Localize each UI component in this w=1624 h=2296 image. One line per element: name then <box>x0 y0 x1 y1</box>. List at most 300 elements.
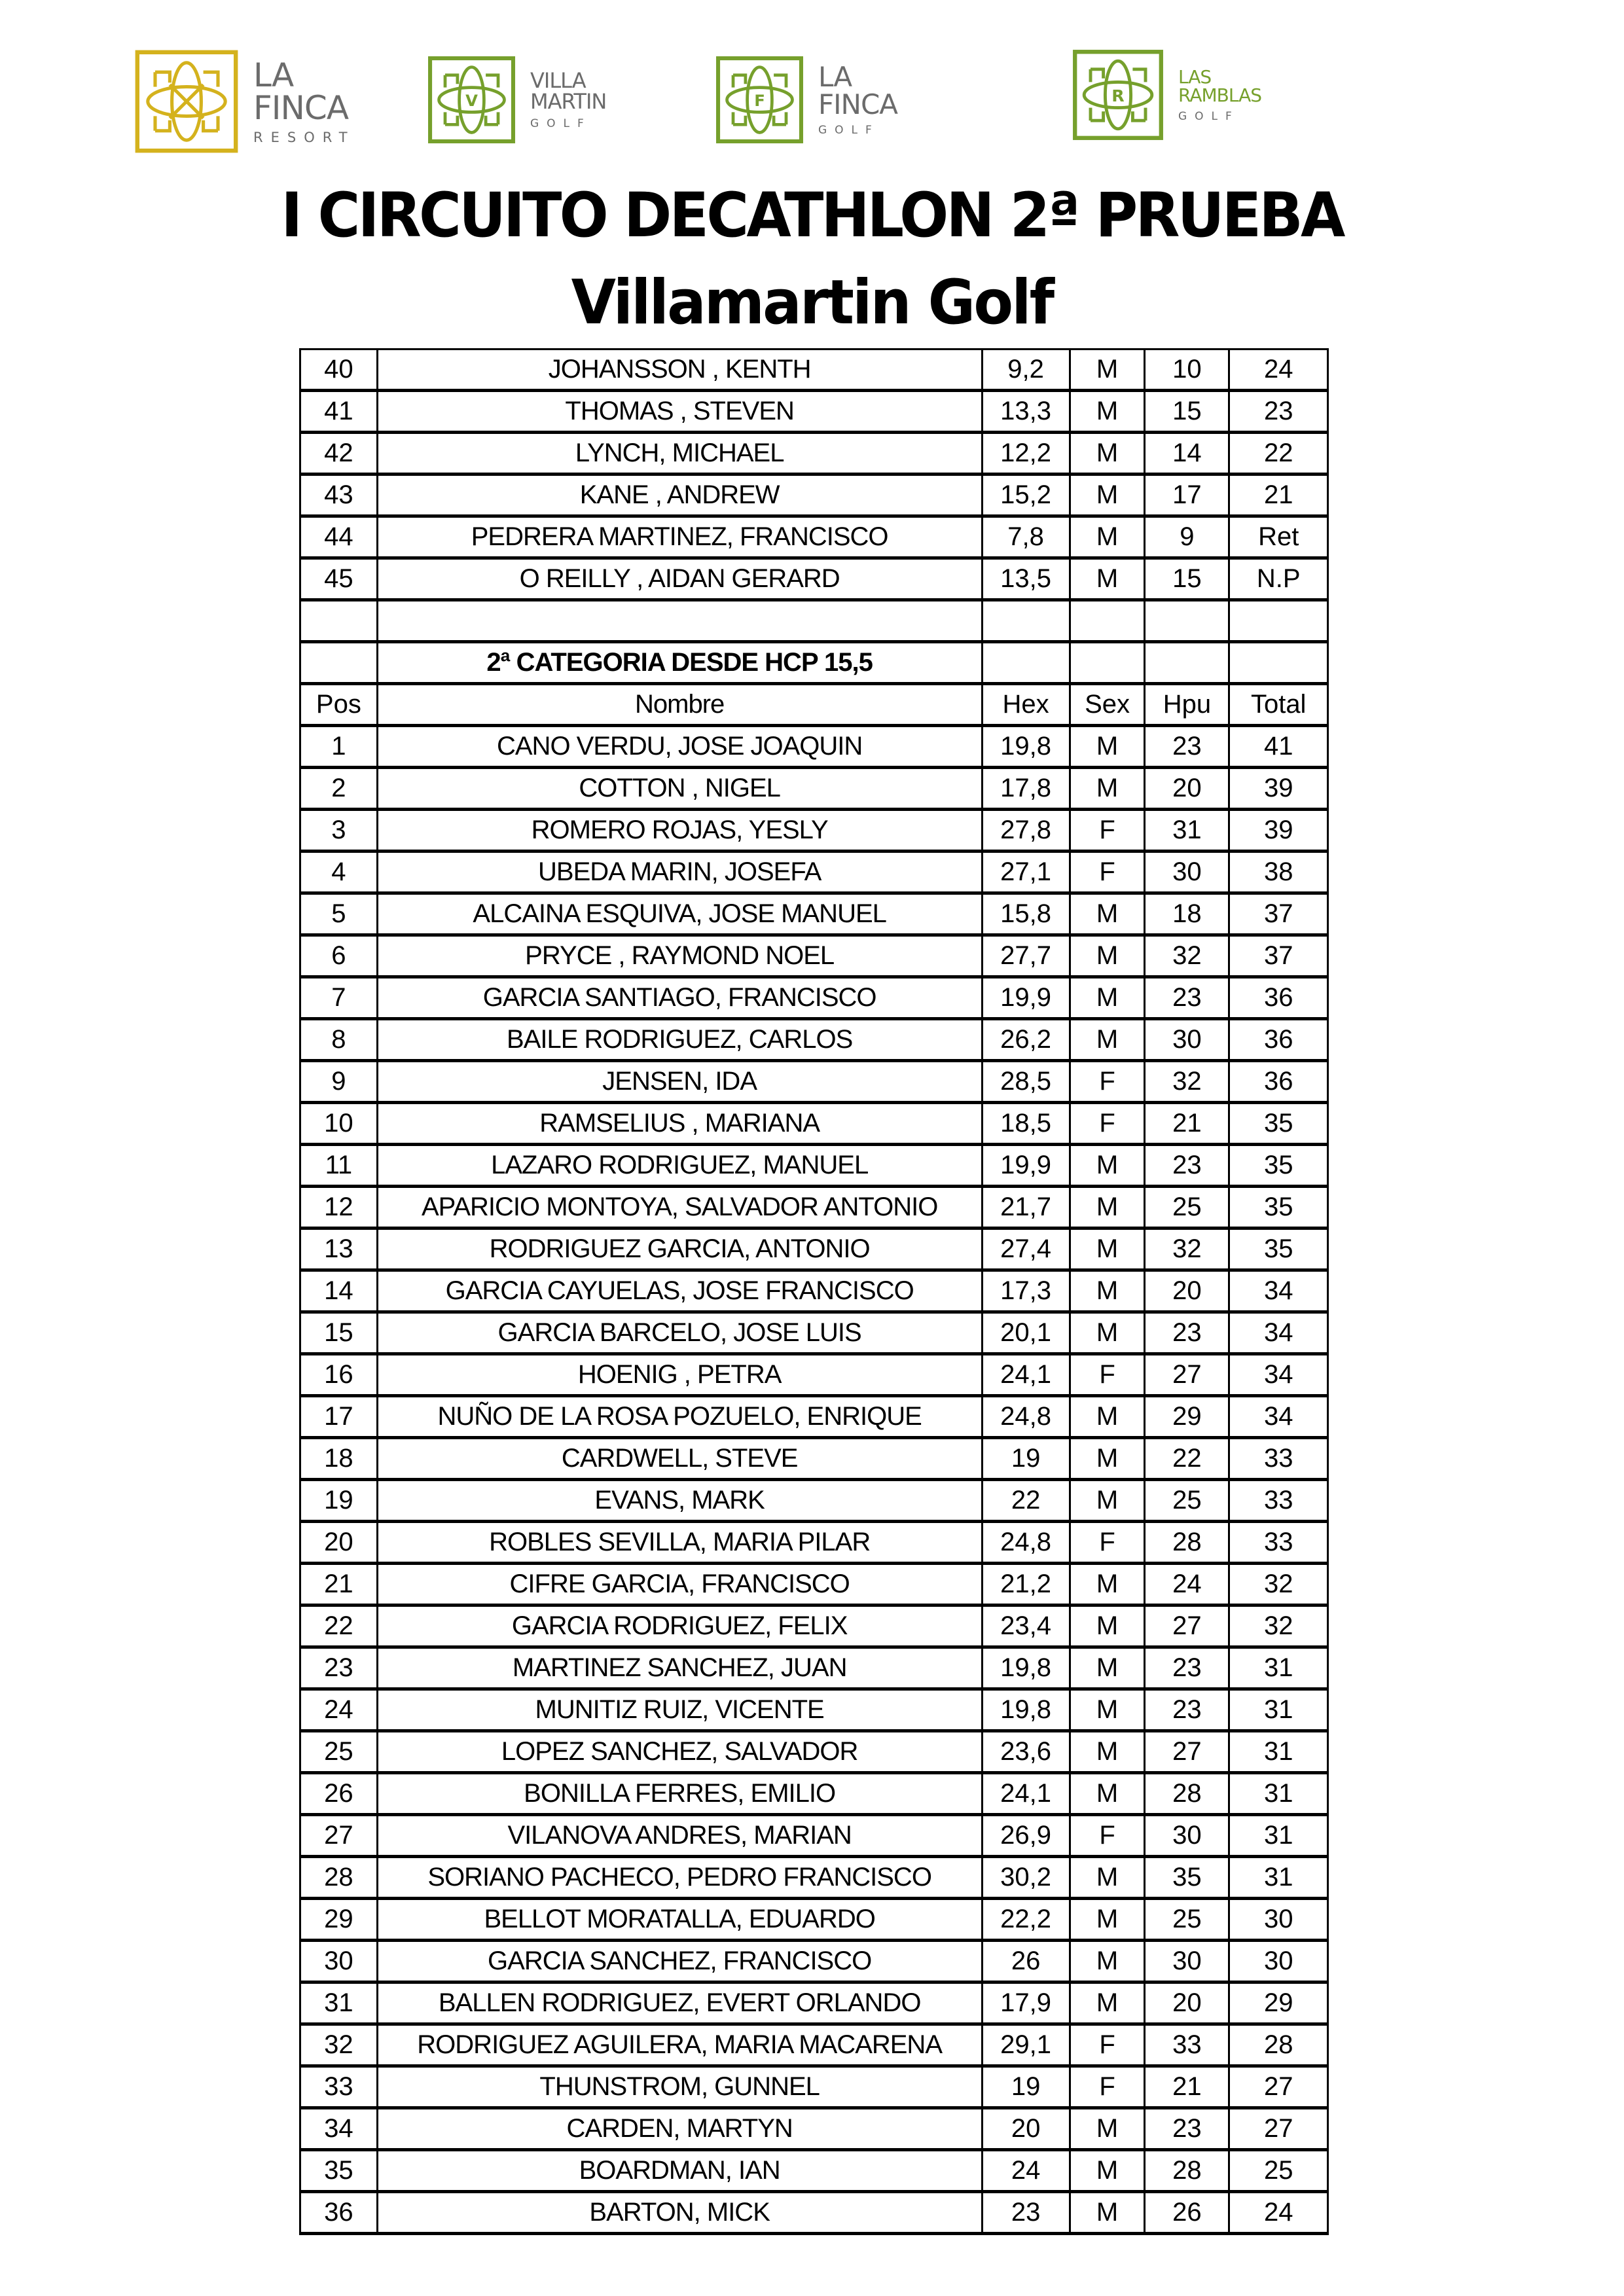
cell-total: 28 <box>1229 2024 1328 2066</box>
cell-sex: M <box>1070 1438 1145 1480</box>
cell-hpu: 27 <box>1145 1354 1229 1396</box>
cell-hpu: 21 <box>1145 1103 1229 1145</box>
cell-name: GARCIA CAYUELAS, JOSE FRANCISCO <box>377 1270 982 1312</box>
la-finca-resort-logo <box>134 49 355 154</box>
cell-pos: 12 <box>300 1187 378 1229</box>
table-row <box>300 852 1328 893</box>
cell-pos: 18 <box>300 1438 378 1480</box>
cell-pos: 9 <box>300 1061 378 1103</box>
cell-hex: 15,8 <box>982 893 1070 935</box>
logo-text-line1: LA <box>818 61 852 93</box>
cell-sex: M <box>1070 1731 1145 1773</box>
cell-hex: 27,4 <box>982 1229 1070 1270</box>
villamartin-golf-logo <box>427 56 606 144</box>
table-row <box>300 1270 1328 1312</box>
cell-hpu: 30 <box>1145 1941 1229 1982</box>
cell-hpu: 26 <box>1145 2192 1229 2234</box>
cell-sex: M <box>1070 1857 1145 1899</box>
cell-hpu: 18 <box>1145 893 1229 935</box>
column-header-row <box>300 684 1328 726</box>
cell-total: 31 <box>1229 1689 1328 1731</box>
cell-name: JENSEN, IDA <box>377 1061 982 1103</box>
cell-sex: M <box>1070 768 1145 810</box>
cell-name: LYNCH, MICHAEL <box>377 433 982 475</box>
cell-sex: M <box>1070 977 1145 1019</box>
cell-name: ALCAINA ESQUIVA, JOSE MANUEL <box>377 893 982 935</box>
cell-pos: 15 <box>300 1312 378 1354</box>
cell-hpu: 25 <box>1145 1187 1229 1229</box>
cell-hex: 26,9 <box>982 1815 1070 1857</box>
cell-hpu: 32 <box>1145 1229 1229 1270</box>
cell-sex: M <box>1070 391 1145 433</box>
cell-hpu: 25 <box>1145 1480 1229 1522</box>
table-row <box>300 726 1328 768</box>
cell-sex: F <box>1070 810 1145 852</box>
cell-total: 31 <box>1229 1647 1328 1689</box>
header-total: Total <box>1229 684 1328 726</box>
cell-sex: F <box>1070 1061 1145 1103</box>
cell-sex: M <box>1070 558 1145 600</box>
cell-sex: M <box>1070 726 1145 768</box>
cell-pos: 14 <box>300 1270 378 1312</box>
cell-hex: 19,8 <box>982 726 1070 768</box>
cell-total: 39 <box>1229 810 1328 852</box>
cell-name: VILANOVA ANDRES, MARIAN <box>377 1815 982 1857</box>
cell-name: MARTINEZ SANCHEZ, JUAN <box>377 1647 982 1689</box>
cell-sex: M <box>1070 1270 1145 1312</box>
cell-pos: 45 <box>300 558 378 600</box>
cell-pos: 8 <box>300 1019 378 1061</box>
flower-emblem-icon <box>427 56 516 144</box>
svg-text:R: R <box>1111 86 1125 105</box>
cell-pos: 25 <box>300 1731 378 1773</box>
flower-emblem-icon <box>134 49 239 154</box>
cell-sex: M <box>1070 935 1145 977</box>
cell-sex: F <box>1070 2024 1145 2066</box>
cell-total: 24 <box>1229 2192 1328 2234</box>
table-row <box>300 516 1328 558</box>
cell-name: BAILE RODRIGUEZ, CARLOS <box>377 1019 982 1061</box>
cell-hpu: 23 <box>1145 726 1229 768</box>
cell-hex: 12,2 <box>982 433 1070 475</box>
table-row <box>300 1605 1328 1647</box>
table-row <box>300 810 1328 852</box>
table-row <box>300 1731 1328 1773</box>
cell-total: 41 <box>1229 726 1328 768</box>
cell-hex: 21,7 <box>982 1187 1070 1229</box>
cell-hex: 17,9 <box>982 1982 1070 2024</box>
table-row <box>300 1187 1328 1229</box>
empty-cell <box>377 600 982 642</box>
cell-pos: 40 <box>300 350 378 391</box>
cell-hpu: 28 <box>1145 2150 1229 2192</box>
table-row <box>300 1857 1328 1899</box>
cell-hpu: 22 <box>1145 1438 1229 1480</box>
table-row <box>300 2192 1328 2234</box>
cell-name: GARCIA BARCELO, JOSE LUIS <box>377 1312 982 1354</box>
cell-sex: M <box>1070 1396 1145 1438</box>
cell-name: CANO VERDU, JOSE JOAQUIN <box>377 726 982 768</box>
cell-total: 22 <box>1229 433 1328 475</box>
cell-name: ROMERO ROJAS, YESLY <box>377 810 982 852</box>
cell-name: CIFRE GARCIA, FRANCISCO <box>377 1564 982 1605</box>
cell-name: O REILLY , AIDAN GERARD <box>377 558 982 600</box>
cell-hpu: 17 <box>1145 475 1229 516</box>
cell-total: 29 <box>1229 1982 1328 2024</box>
cell-total: 38 <box>1229 852 1328 893</box>
cell-hpu: 10 <box>1145 350 1229 391</box>
cell-pos: 10 <box>300 1103 378 1145</box>
cell-sex: F <box>1070 1354 1145 1396</box>
empty-cell <box>300 642 378 684</box>
header-hex: Hex <box>982 684 1070 726</box>
cell-total: 24 <box>1229 350 1328 391</box>
cell-pos: 27 <box>300 1815 378 1857</box>
empty-cell <box>1070 600 1145 642</box>
cell-hex: 15,2 <box>982 475 1070 516</box>
cell-name: RAMSELIUS , MARIANA <box>377 1103 982 1145</box>
cell-total: 34 <box>1229 1312 1328 1354</box>
table-row <box>300 1815 1328 1857</box>
cell-name: KANE , ANDREW <box>377 475 982 516</box>
cell-pos: 26 <box>300 1773 378 1815</box>
cell-hex: 24 <box>982 2150 1070 2192</box>
cell-hpu: 14 <box>1145 433 1229 475</box>
cell-name: SORIANO PACHECO, PEDRO FRANCISCO <box>377 1857 982 1899</box>
table-row <box>300 768 1328 810</box>
table-row <box>300 1312 1328 1354</box>
cell-sex: M <box>1070 1312 1145 1354</box>
first-category-rows <box>300 350 1328 600</box>
cell-pos: 41 <box>300 391 378 433</box>
cell-sex: M <box>1070 1605 1145 1647</box>
cell-pos: 32 <box>300 2024 378 2066</box>
cell-pos: 31 <box>300 1982 378 2024</box>
empty-cell <box>982 600 1070 642</box>
table-row <box>300 433 1328 475</box>
header-sex: Sex <box>1070 684 1145 726</box>
cell-sex: M <box>1070 1689 1145 1731</box>
cell-hex: 24,1 <box>982 1773 1070 1815</box>
cell-hex: 19,8 <box>982 1647 1070 1689</box>
table-row <box>300 1773 1328 1815</box>
cell-sex: M <box>1070 475 1145 516</box>
table-row <box>300 1941 1328 1982</box>
cell-sex: M <box>1070 1145 1145 1187</box>
table-row <box>300 558 1328 600</box>
cell-total: 36 <box>1229 977 1328 1019</box>
empty-cell <box>1229 600 1328 642</box>
cell-hpu: 32 <box>1145 935 1229 977</box>
la-finca-golf-logo <box>715 56 897 144</box>
cell-pos: 1 <box>300 726 378 768</box>
logo-text-line1: LA <box>253 56 294 94</box>
cell-total: Ret <box>1229 516 1328 558</box>
cell-sex: M <box>1070 1229 1145 1270</box>
logo-text-line2: RAMBLAS <box>1178 84 1262 106</box>
cell-name: EVANS, MARK <box>377 1480 982 1522</box>
table-row <box>300 2150 1328 2192</box>
cell-sex: M <box>1070 1773 1145 1815</box>
cell-total: 27 <box>1229 2066 1328 2108</box>
cell-sex: M <box>1070 1187 1145 1229</box>
cell-hpu: 20 <box>1145 768 1229 810</box>
table-row <box>300 475 1328 516</box>
cell-hpu: 27 <box>1145 1605 1229 1647</box>
table-row <box>300 1982 1328 2024</box>
cell-hex: 19 <box>982 2066 1070 2108</box>
cell-total: 33 <box>1229 1438 1328 1480</box>
cell-pos: 22 <box>300 1605 378 1647</box>
cell-pos: 42 <box>300 433 378 475</box>
cell-name: MUNITIZ RUIZ, VICENTE <box>377 1689 982 1731</box>
cell-hpu: 23 <box>1145 1312 1229 1354</box>
cell-pos: 20 <box>300 1522 378 1564</box>
cell-hex: 7,8 <box>982 516 1070 558</box>
table-row <box>300 2108 1328 2150</box>
table-row <box>300 1019 1328 1061</box>
cell-sex: M <box>1070 2192 1145 2234</box>
cell-sex: M <box>1070 1647 1145 1689</box>
cell-name: BALLEN RODRIGUEZ, EVERT ORLANDO <box>377 1982 982 2024</box>
table-row <box>300 1438 1328 1480</box>
cell-hpu: 20 <box>1145 1982 1229 2024</box>
sponsor-logos <box>0 46 1624 164</box>
cell-hpu: 23 <box>1145 977 1229 1019</box>
cell-hpu: 31 <box>1145 810 1229 852</box>
cell-total: 37 <box>1229 893 1328 935</box>
cell-hpu: 15 <box>1145 558 1229 600</box>
table-row <box>300 2024 1328 2066</box>
cell-pos: 11 <box>300 1145 378 1187</box>
cell-name: ROBLES SEVILLA, MARIA PILAR <box>377 1522 982 1564</box>
cell-pos: 34 <box>300 2108 378 2150</box>
cell-total: 35 <box>1229 1187 1328 1229</box>
cell-sex: M <box>1070 516 1145 558</box>
cell-hex: 23 <box>982 2192 1070 2234</box>
cell-pos: 5 <box>300 893 378 935</box>
cell-name: PRYCE , RAYMOND NOEL <box>377 935 982 977</box>
table-row <box>300 935 1328 977</box>
flower-emblem-icon <box>715 56 804 144</box>
cell-hex: 24,1 <box>982 1354 1070 1396</box>
cell-pos: 30 <box>300 1941 378 1982</box>
cell-hex: 18,5 <box>982 1103 1070 1145</box>
cell-pos: 44 <box>300 516 378 558</box>
cell-pos: 16 <box>300 1354 378 1396</box>
cell-total: 36 <box>1229 1061 1328 1103</box>
document-subtitle: Villamartin Golf <box>571 267 1053 338</box>
empty-cell <box>982 642 1070 684</box>
table-row <box>300 1689 1328 1731</box>
logo-text-line2: MARTIN <box>530 89 607 114</box>
cell-name: BELLOT MORATALLA, EDUARDO <box>377 1899 982 1941</box>
table-row <box>300 1229 1328 1270</box>
cell-hex: 30,2 <box>982 1857 1070 1899</box>
cell-hex: 17,8 <box>982 768 1070 810</box>
cell-sex: M <box>1070 893 1145 935</box>
table-row <box>300 2066 1328 2108</box>
cell-name: CARDWELL, STEVE <box>377 1438 982 1480</box>
cell-total: 35 <box>1229 1229 1328 1270</box>
cell-hex: 19,8 <box>982 1689 1070 1731</box>
cell-sex: M <box>1070 1899 1145 1941</box>
cell-total: 25 <box>1229 2150 1328 2192</box>
logo-text-line3: GOLF <box>1178 109 1240 123</box>
cell-hex: 19,9 <box>982 1145 1070 1187</box>
empty-cell <box>1229 642 1328 684</box>
cell-total: 36 <box>1229 1019 1328 1061</box>
cell-total: N.P <box>1229 558 1328 600</box>
cell-hex: 24,8 <box>982 1396 1070 1438</box>
flower-emblem-icon <box>1072 49 1164 141</box>
table-row <box>300 1061 1328 1103</box>
cell-sex: M <box>1070 2108 1145 2150</box>
table-row <box>300 893 1328 935</box>
cell-name: UBEDA MARIN, JOSEFA <box>377 852 982 893</box>
logo-text-line2: FINCA <box>818 88 898 120</box>
cell-name: RODRIGUEZ GARCIA, ANTONIO <box>377 1229 982 1270</box>
header-name: Nombre <box>377 684 982 726</box>
cell-name: CARDEN, MARTYN <box>377 2108 982 2150</box>
cell-name: NUÑO DE LA ROSA POZUELO, ENRIQUE <box>377 1396 982 1438</box>
cell-hpu: 27 <box>1145 1731 1229 1773</box>
table-row <box>300 977 1328 1019</box>
table-row <box>300 1647 1328 1689</box>
cell-total: 30 <box>1229 1899 1328 1941</box>
cell-hex: 9,2 <box>982 350 1070 391</box>
cell-total: 23 <box>1229 391 1328 433</box>
cell-hpu: 32 <box>1145 1061 1229 1103</box>
logo-text-line2: FINCA <box>253 88 349 127</box>
table-row <box>300 1564 1328 1605</box>
cell-total: 39 <box>1229 768 1328 810</box>
cell-name: COTTON , NIGEL <box>377 768 982 810</box>
cell-pos: 23 <box>300 1647 378 1689</box>
table-row <box>300 1145 1328 1187</box>
cell-sex: M <box>1070 1564 1145 1605</box>
cell-hpu: 28 <box>1145 1522 1229 1564</box>
cell-hpu: 23 <box>1145 1689 1229 1731</box>
cell-sex: M <box>1070 433 1145 475</box>
cell-hex: 20,1 <box>982 1312 1070 1354</box>
cell-pos: 35 <box>300 2150 378 2192</box>
table-row <box>300 1354 1328 1396</box>
table-row <box>300 1103 1328 1145</box>
logo-text-line1: LAS <box>1178 65 1212 88</box>
cell-hex: 21,2 <box>982 1564 1070 1605</box>
cell-hpu: 25 <box>1145 1899 1229 1941</box>
cell-hpu: 23 <box>1145 1647 1229 1689</box>
svg-text:F: F <box>754 90 765 110</box>
cell-name: BONILLA FERRES, EMILIO <box>377 1773 982 1815</box>
cell-pos: 29 <box>300 1899 378 1941</box>
cell-total: 34 <box>1229 1396 1328 1438</box>
category-separator <box>300 600 1328 726</box>
empty-cell <box>300 600 378 642</box>
cell-total: 30 <box>1229 1941 1328 1982</box>
table-row <box>300 1396 1328 1438</box>
cell-name: GARCIA RODRIGUEZ, FELIX <box>377 1605 982 1647</box>
cell-total: 31 <box>1229 1815 1328 1857</box>
cell-hex: 20 <box>982 2108 1070 2150</box>
cell-hex: 28,5 <box>982 1061 1070 1103</box>
cell-hex: 19,9 <box>982 977 1070 1019</box>
cell-pos: 28 <box>300 1857 378 1899</box>
cell-total: 35 <box>1229 1145 1328 1187</box>
results-table <box>299 348 1329 2235</box>
document-title: I CIRCUITO DECATHLON 2ª PRUEBA <box>281 180 1343 251</box>
las-ramblas-golf-logo <box>1072 49 1261 141</box>
table-row <box>300 1899 1328 1941</box>
cell-hex: 29,1 <box>982 2024 1070 2066</box>
header-hpu: Hpu <box>1145 684 1229 726</box>
cell-pos: 4 <box>300 852 378 893</box>
cell-hpu: 24 <box>1145 1564 1229 1605</box>
empty-cell <box>1070 642 1145 684</box>
cell-pos: 13 <box>300 1229 378 1270</box>
cell-hpu: 30 <box>1145 1815 1229 1857</box>
cell-total: 32 <box>1229 1564 1328 1605</box>
empty-cell <box>1145 642 1229 684</box>
cell-total: 34 <box>1229 1270 1328 1312</box>
cell-total: 37 <box>1229 935 1328 977</box>
cell-pos: 17 <box>300 1396 378 1438</box>
cell-total: 34 <box>1229 1354 1328 1396</box>
cell-sex: M <box>1070 1982 1145 2024</box>
cell-name: LOPEZ SANCHEZ, SALVADOR <box>377 1731 982 1773</box>
table-row <box>300 1522 1328 1564</box>
table-row <box>300 1480 1328 1522</box>
cell-hex: 19 <box>982 1438 1070 1480</box>
cell-total: 27 <box>1229 2108 1328 2150</box>
cell-name: GARCIA SANTIAGO, FRANCISCO <box>377 977 982 1019</box>
cell-pos: 6 <box>300 935 378 977</box>
cell-sex: F <box>1070 1522 1145 1564</box>
cell-total: 35 <box>1229 1103 1328 1145</box>
cell-hpu: 23 <box>1145 1145 1229 1187</box>
category-heading: 2ª CATEGORIA DESDE HCP 15,5 <box>377 642 982 684</box>
cell-name: HOENIG , PETRA <box>377 1354 982 1396</box>
empty-row <box>300 600 1328 642</box>
cell-hpu: 30 <box>1145 852 1229 893</box>
cell-sex: F <box>1070 852 1145 893</box>
cell-pos: 7 <box>300 977 378 1019</box>
table-row <box>300 391 1328 433</box>
cell-hpu: 28 <box>1145 1773 1229 1815</box>
cell-name: THUNSTROM, GUNNEL <box>377 2066 982 2108</box>
cell-hex: 26,2 <box>982 1019 1070 1061</box>
cell-hex: 23,6 <box>982 1731 1070 1773</box>
second-category-rows <box>300 726 1328 2234</box>
cell-hpu: 29 <box>1145 1396 1229 1438</box>
cell-hex: 17,3 <box>982 1270 1070 1312</box>
cell-hex: 27,1 <box>982 852 1070 893</box>
logo-text-line3: GOLF <box>530 117 592 130</box>
cell-name: APARICIO MONTOYA, SALVADOR ANTONIO <box>377 1187 982 1229</box>
cell-sex: F <box>1070 1815 1145 1857</box>
cell-pos: 3 <box>300 810 378 852</box>
cell-total: 31 <box>1229 1773 1328 1815</box>
logo-text-line3: GOLF <box>818 124 880 137</box>
cell-hex: 13,5 <box>982 558 1070 600</box>
cell-sex: M <box>1070 1019 1145 1061</box>
cell-total: 33 <box>1229 1522 1328 1564</box>
cell-name: THOMAS , STEVEN <box>377 391 982 433</box>
cell-name: RODRIGUEZ AGUILERA, MARIA MACARENA <box>377 2024 982 2066</box>
cell-pos: 19 <box>300 1480 378 1522</box>
logo-text-line3: RESORT <box>253 129 355 145</box>
